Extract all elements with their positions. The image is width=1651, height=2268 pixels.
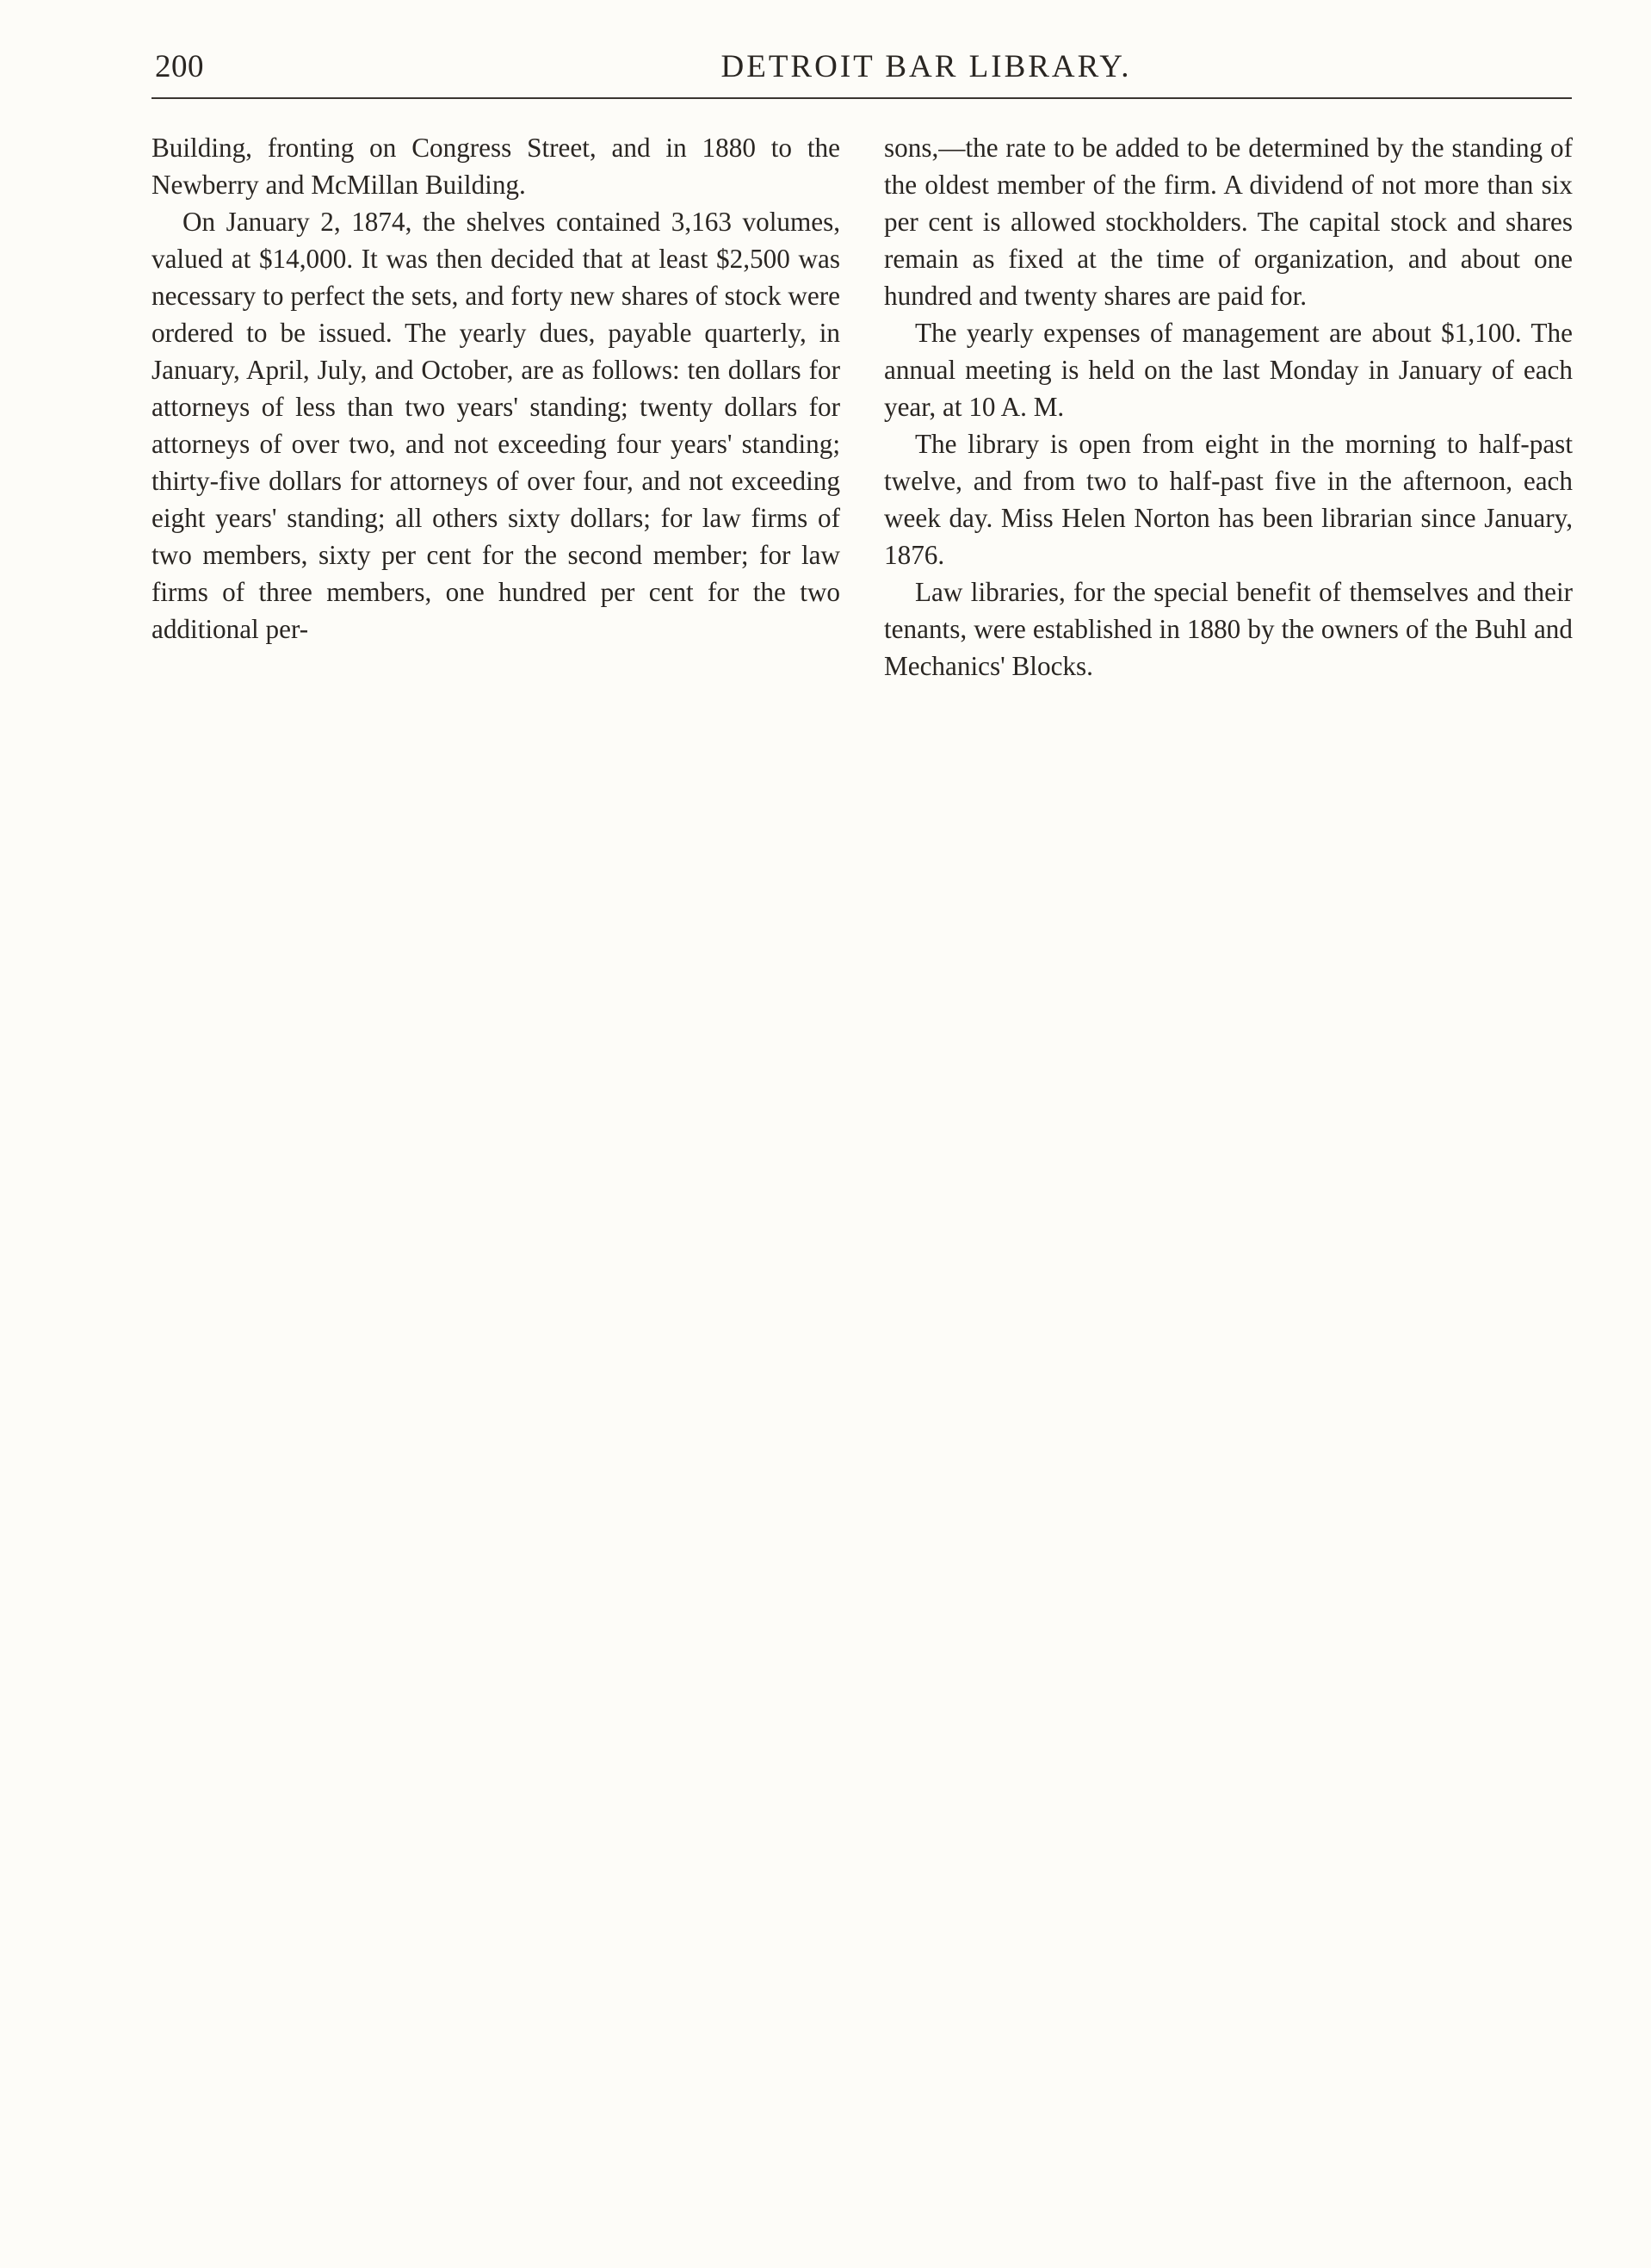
paragraph: Building, fronting on Congress Street, and in 1880 to the Newberry and McMillan Building. <box>151 133 840 200</box>
left-column <box>151 129 840 648</box>
running-head <box>151 41 1572 95</box>
paragraph: The yearly expenses of management are about $1,100. The annual meeting is held on the last Monday in January of each year, at 10 A. M. <box>884 318 1573 422</box>
paragraph: On January 2, 1874, the shelves contained 3,163 volumes, valued at $14,000. It was then decided that at least $2,500 was necessary to perfect the sets, and forty new shares of stock were ordered to be issued. The yearly dues, payable quarterly, in January, April, July, and October, are as follows: ten dollars for attorneys of less than two years' standing; twenty dollars for attorneys of over two, and not exceeding four years' standing; thirty-five dollars for attorneys of over four, and not exceeding eight years' standing; all others sixty dollars; for law firms of two members, sixty per cent for the second member; for law firms of three members, one hundred per cent for the two additional per- <box>151 207 840 644</box>
right-column <box>884 129 1573 685</box>
paragraph: Law libraries, for the special benefit of themselves and their tenants, were established in 1880 by the owners of the Buhl and Mechanics' Blocks. <box>884 577 1573 681</box>
page-number: 200 <box>155 49 204 84</box>
paragraph: sons,—the rate to be added to be determined by the standing of the oldest member of the firm. A dividend of not more than six per cent is allowed stockholders. The capital stock and shares remain as fixed at the time of organization, and about one hundred and twenty shares are paid for. <box>884 133 1573 311</box>
paragraph: The library is open from eight in the morning to half-past twelve, and from two to half-past five in the afternoon, each week day. Miss Helen Norton has been librarian since January, 1876. <box>884 429 1573 570</box>
running-title: DETROIT BAR LIBRARY. <box>720 49 1132 84</box>
header-rule <box>151 97 1572 99</box>
